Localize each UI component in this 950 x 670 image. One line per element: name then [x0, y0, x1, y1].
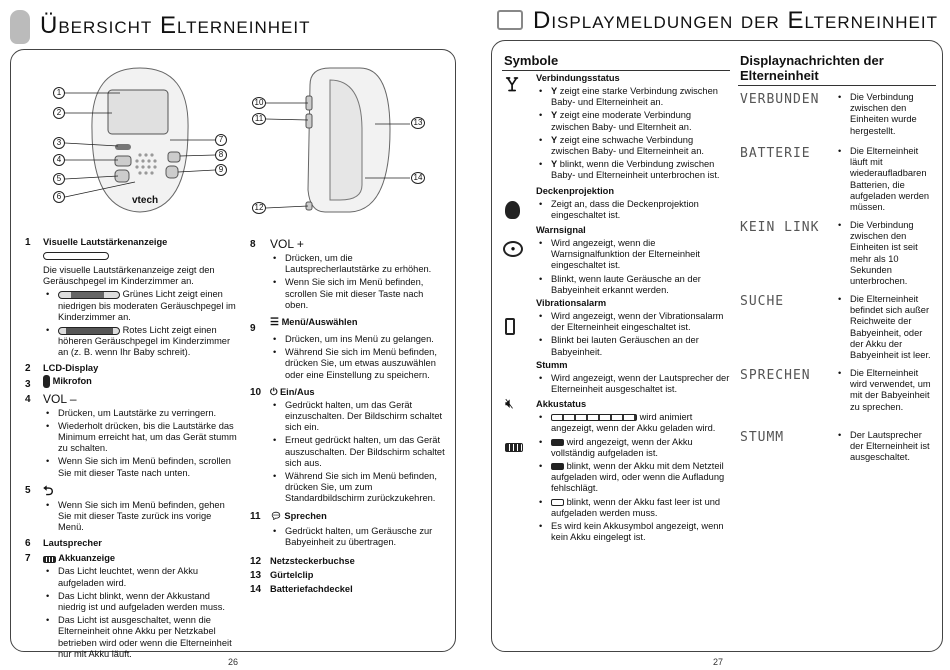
list-item: • Wiederholt drücken, bis die Lautstärke das Minimum erreicht hat, um das Gerät stumm zu schalten.: [43, 421, 237, 455]
item-number: 1: [25, 237, 31, 248]
left-col-1: [25, 237, 237, 662]
callout-10: 10: [252, 97, 266, 109]
list-item: • Y zeigt eine schwache Verbindung zwischen Baby- und Elterneinheit an.: [536, 135, 730, 157]
callout-9: 9: [215, 164, 227, 176]
item-number: 10: [250, 386, 262, 398]
lcd-message: VERBUNDEN: [740, 92, 820, 107]
item-number: 7: [25, 553, 31, 565]
item-number: 6: [25, 538, 31, 550]
list-item: • Blinkt, wenn laute Geräusche an der Babyeinheit erkannt werden.: [536, 274, 730, 296]
callout-12: 12: [252, 202, 266, 214]
green-bar-icon: [58, 291, 120, 299]
symbol-title: Akkustatus: [536, 399, 587, 410]
callout-5: 5: [53, 173, 65, 185]
red-bar-icon: [58, 327, 120, 335]
projection-icon: [505, 201, 520, 219]
item-text: Die visuelle Lautstärkenanzeige zeigt den Geräuschpegel im Kinderzimmer an.: [43, 265, 215, 287]
list-item: • wird angezeigt, wenn der Akku vollständig aufgeladen ist.: [536, 437, 730, 459]
parent-unit-icon: [10, 10, 30, 44]
list-item: • blinkt, wenn der Akku fast leer ist und aufgeladen werden muss.: [536, 497, 730, 519]
microphone-icon: [43, 375, 50, 388]
message-row: [740, 92, 940, 146]
message-row: [740, 430, 940, 480]
list-item: • Grünes Licht zeigt einen niedrigen bis moderaten Geräuschpegel im Kinderzimmer an.: [43, 289, 237, 323]
list-item: • Wenn Sie sich im Menü befinden, scrollen Sie mit dieser Taste nach oben.: [270, 277, 445, 311]
list-item: • Während Sie sich im Menü befinden, drücken Sie, um etwas auszuwählen oder eine Einstellung zu speichern.: [270, 347, 445, 381]
callout-1: 1: [53, 87, 65, 99]
symbol-title: Vibrationsalarm: [536, 298, 607, 309]
lcd-message: KEIN LINK: [740, 220, 820, 235]
list-item: • Zeigt an, dass die Deckenprojektion eingeschaltet ist.: [536, 199, 730, 221]
item-number: 5: [25, 484, 31, 496]
item-number: 12: [250, 556, 262, 568]
item-label: Mikrofon: [43, 375, 237, 388]
list-item: • Es wird kein Akkusymbol angezeigt, wenn kein Akku eingelegt ist.: [536, 521, 730, 543]
item-number: 8: [250, 239, 256, 250]
battery-full-icon: [551, 439, 564, 446]
speech-bubble-icon: 💬︎: [270, 510, 282, 521]
list-item: • Die Elterneinheit läuft mit wiederaufladbaren Batterien, die aufgeladen werden müssen.: [835, 146, 935, 213]
callout-2: 2: [53, 107, 65, 119]
list-item: • Wird angezeigt, wenn der Vibrationsalarm der Elterneinheit eingeschaltet ist.: [536, 311, 730, 333]
list-item: • Das Licht blinkt, wenn der Akkustand niedrig ist und aufgeladen werden muss.: [43, 591, 237, 613]
item-label: LCD-Display: [43, 362, 99, 373]
list-item: • Drücken, um Lautstärke zu verringern.: [43, 408, 237, 419]
messages-heading: Displaynachrichten der Elterneinheit: [740, 53, 884, 83]
battery-status-icon: [505, 443, 523, 452]
list-item: • Erneut gedrückt halten, um das Gerät auszuschalten. Der Bildschirm schaltet sich aus.: [270, 435, 445, 469]
list-item: • Das Licht ist ausgeschaltet, wenn die Elterneinheit ohne Akku per Netzkabel betrieben wird oder wenn die Elterneinheit nur mit Akku läuft.: [43, 615, 237, 660]
left-col-2: [250, 237, 445, 594]
message-row: [740, 146, 940, 220]
battery-empty-icon: [551, 499, 564, 506]
list-item: • Gedrückt halten, um das Gerät einzuschalten. Der Bildschirm schaltet sich ein.: [270, 400, 445, 434]
list-item: • Die Elterneinheit wird verwendet, um mit der Babyeinheit zu sprechen.: [835, 368, 935, 413]
callout-11: 11: [252, 113, 266, 125]
symbols-heading: Symbole: [504, 53, 559, 68]
item-label: Visuelle Lautstärkenanzeige: [43, 237, 168, 247]
item-label: Gürtelclip: [270, 570, 314, 581]
list-item: • Drücken, um die Lautsprecherlautstärke zu erhöhen.: [270, 253, 445, 275]
battery-icon: [43, 556, 56, 563]
list-item: • wird animiert angezeigt, wenn der Akku geladen wird.: [536, 412, 730, 434]
item-label: Netzsteckerbuchse: [270, 556, 355, 567]
list-item: • Der Lautsprecher der Elterneinheit ist ausgeschaltet.: [835, 430, 935, 464]
callout-8: 8: [215, 149, 227, 161]
vibration-icon: [505, 318, 515, 335]
item-number: 3: [25, 378, 31, 390]
list-item: • Gedrückt halten, um Geräusche zur Babyeinheit zu übertragen.: [270, 526, 445, 548]
message-row: [740, 220, 940, 294]
symbol-title: Stumm: [536, 359, 568, 370]
symbol-title: Verbindungsstatus: [536, 73, 620, 83]
signal-icon: 𝚈: [505, 74, 520, 96]
page-number-right: 27: [713, 657, 724, 667]
power-icon: ⏻: [270, 386, 278, 397]
divider: [738, 85, 936, 86]
item-label: Batteriefachdeckel: [270, 584, 353, 595]
divider: [502, 70, 730, 71]
list-item: • Y zeigt eine starke Verbindung zwischen Baby- und Elterneinheit an.: [536, 86, 730, 108]
callout-3: 3: [53, 137, 65, 149]
list-item: • Während Sie sich im Menü befinden, drücken Sie, um zum Standardbildschirm zurückzukehren.: [270, 471, 445, 505]
callout-6: 6: [53, 191, 65, 203]
item-label: VOL +: [270, 237, 304, 251]
symbol-title: Warnsignal: [536, 225, 586, 236]
display-icon: [497, 10, 523, 30]
back-arrow-icon: ⮌: [43, 482, 54, 498]
list-item: • Wenn Sie sich im Menü befinden, gehen Sie mit dieser Taste zurück ins vorige Menü.: [43, 500, 237, 534]
page-number-left: 26: [228, 657, 239, 667]
list-item: • Die Verbindung zwischen den Einheiten wurde hergestellt.: [835, 92, 935, 137]
volume-bar-icon: [43, 252, 109, 260]
menu-icon: ☰: [270, 317, 279, 329]
list-item: • Wenn Sie sich im Menü befinden, scrollen Sie mit dieser Taste nach unten.: [43, 456, 237, 478]
lcd-message: SPRECHEN: [740, 368, 811, 383]
list-item: • blinkt, wenn der Akku mit dem Netzteil aufgeladen wird, oder wenn die Aufladung fehlschlägt.: [536, 461, 730, 495]
battery-full-icon: [551, 463, 564, 470]
mute-icon: 🔇︎: [505, 395, 514, 411]
callout-7: 7: [215, 134, 227, 146]
item-number: 9: [250, 323, 256, 335]
item-label: ☰ Menü/Auswählen: [270, 317, 358, 329]
list-item: • Blinkt bei lauten Geräuschen an der Babyeinheit.: [536, 335, 730, 357]
list-item: • Wird angezeigt, wenn der Lautsprecher der Elterneinheit ausgeschaltet ist.: [536, 373, 730, 395]
lcd-message: BATTERIE: [740, 146, 811, 161]
item-number: 4: [25, 393, 31, 405]
item-label: 💬︎ Sprechen: [270, 510, 327, 521]
list-item: • Drücken, um ins Menü zu gelangen.: [270, 334, 445, 345]
item-label: Akkuanzeige: [43, 553, 237, 563]
list-item: • Die Verbindung zwischen den Einheiten ist seit mehr als 10 Sekunden unterbrochen.: [835, 220, 935, 287]
lcd-message: SUCHE: [740, 294, 785, 309]
callout-13: 13: [411, 117, 425, 129]
message-row: [740, 294, 940, 368]
vtech-logo: vtech: [132, 195, 159, 206]
list-item: • Das Licht leuchtet, wenn der Akku aufgeladen wird.: [43, 566, 237, 588]
symbols-list: [536, 73, 730, 546]
callout-14: 14: [411, 172, 425, 184]
right-page-title: Displaymeldungen der Elterneinheit: [533, 7, 938, 34]
item-number: 2: [25, 362, 31, 374]
item-number: 11: [250, 510, 261, 522]
messages-list: [740, 92, 940, 480]
list-item: • Y zeigt eine moderate Verbindung zwischen Baby- und Elternheit an.: [536, 110, 730, 132]
item-number: 13: [250, 570, 262, 582]
left-page-title: Übersicht Elterneinheit: [40, 12, 311, 39]
item-number: 14: [250, 584, 262, 596]
message-row: [740, 368, 940, 430]
item-label: Lautsprecher: [43, 538, 102, 549]
list-item: • Y blinkt, wenn die Verbindung zwischen Baby- und Elterneinheit unterbrochen ist.: [536, 159, 730, 181]
callout-4: 4: [53, 154, 65, 166]
lcd-message: STUMM: [740, 430, 785, 445]
item-label: ⏻ Ein/Aus: [270, 386, 315, 397]
item-label: VOL –: [43, 391, 77, 406]
list-item: • Die Elterneinheit befindet sich außer Reichweite der Babyeinheit, oder der Akku der Babyeinheit ist leer.: [835, 294, 935, 361]
symbol-title: Deckenprojektion: [536, 185, 615, 196]
list-item: • Rotes Licht zeigt einen höheren Geräuschpegel im Kinderzimmer an (z. B. wenn Ihr Baby schreit).: [43, 325, 237, 359]
list-item: • Wird angezeigt, wenn die Warnsignalfunktion der Elterneinheit eingeschaltet ist.: [536, 238, 730, 272]
alarm-icon: ●: [503, 241, 523, 257]
battery-animation-icon: [551, 414, 637, 421]
parent-unit-side-illustration: [250, 60, 440, 220]
